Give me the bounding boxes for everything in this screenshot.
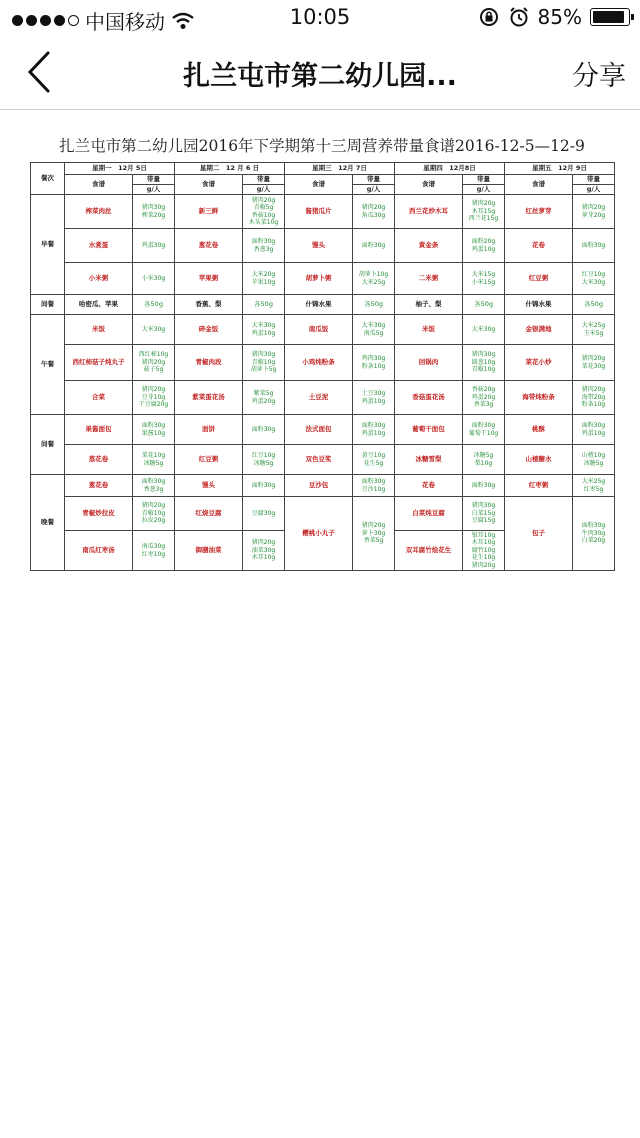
amount-cell: 猪肉20g 青椒10g 拉皮20g bbox=[133, 497, 175, 531]
amount-cell: 面粉30g 果酱10g bbox=[133, 415, 175, 445]
dish-cell: 青椒肉段 bbox=[175, 345, 243, 381]
amount-cell: 鸡肉30g 粉条10g bbox=[353, 345, 395, 381]
dish-cell: 花卷 bbox=[395, 475, 463, 497]
amount-header: 带量 bbox=[573, 175, 615, 185]
dish-cell: 双色豆浆 bbox=[285, 445, 353, 475]
food-header: 食谱 bbox=[285, 175, 353, 195]
amount-cell: 各50g bbox=[133, 295, 175, 315]
dish-cell: 紫菜蛋花汤 bbox=[175, 381, 243, 415]
amount-cell: 猪肉20g 豆芽10g 干豆腐20g bbox=[133, 381, 175, 415]
share-button[interactable]: 分享 bbox=[572, 61, 626, 92]
dish-cell: 二米粥 bbox=[395, 263, 463, 295]
amount-cell: 猪肉20g 青椒5g 香菇10g 木头菜10g bbox=[243, 195, 285, 229]
amount-cell: 鸡蛋30g bbox=[133, 229, 175, 263]
amount-cell: 面粉30g bbox=[353, 229, 395, 263]
day-header: 星期四 12月8日 bbox=[395, 163, 505, 175]
dish-cell: 柚子、梨 bbox=[395, 295, 463, 315]
dish-cell: 面饼 bbox=[175, 415, 243, 445]
amount-cell: 猪肉20g 萝卜30g 香菜5g bbox=[353, 497, 395, 571]
amount-cell: 香菇20g 鸡蛋20g 香菜3g bbox=[463, 381, 505, 415]
day-header: 星期三 12月 7日 bbox=[285, 163, 395, 175]
amount-cell: 山楂10g 冰糖5g bbox=[573, 445, 615, 475]
dish-cell: 西红柿菇子炖丸子 bbox=[65, 345, 133, 381]
dish-cell: 樱桃小丸子 bbox=[285, 497, 353, 571]
meal-label: 早餐 bbox=[31, 195, 65, 295]
dish-cell: 海带炖粉条 bbox=[505, 381, 573, 415]
dish-cell: 南瓜红枣汤 bbox=[65, 531, 133, 571]
dish-cell: 香菇蛋花汤 bbox=[395, 381, 463, 415]
amount-cell: 豆腐30g bbox=[243, 497, 285, 531]
day-header: 星期二 12 月 6 日 bbox=[175, 163, 285, 175]
dish-cell: 馒头 bbox=[175, 475, 243, 497]
dish-cell: 包子 bbox=[505, 497, 573, 571]
unit-header: g/人 bbox=[573, 185, 615, 195]
food-header: 食谱 bbox=[505, 175, 573, 195]
amount-cell: 猪肉20g 木耳15g 西兰花15g bbox=[463, 195, 505, 229]
dish-cell: 米饭 bbox=[395, 315, 463, 345]
dish-cell: 红豆粥 bbox=[175, 445, 243, 475]
dish-cell: 葡萄干面包 bbox=[395, 415, 463, 445]
amount-cell: 银耳10g 木耳10g 腐竹10g 花生10g 猪肉20g bbox=[463, 531, 505, 571]
unit-header: g/人 bbox=[133, 185, 175, 195]
amount-cell: 大米30g bbox=[133, 315, 175, 345]
dish-cell: 葱花卷 bbox=[65, 475, 133, 497]
amount-cell: 胡萝卜10g 大米25g bbox=[353, 263, 395, 295]
clock: 10:05 bbox=[289, 5, 351, 29]
dish-cell: 碎金饭 bbox=[175, 315, 243, 345]
amount-cell: 猪肉20g 菜花30g bbox=[573, 345, 615, 381]
amount-cell: 猪肉30g 榨菜20g bbox=[133, 195, 175, 229]
amount-cell: 大米15g 小米15g bbox=[463, 263, 505, 295]
amount-cell: 面粉30g 葡萄干10g bbox=[463, 415, 505, 445]
amount-cell: 面粉30g 香葱3g bbox=[133, 475, 175, 497]
food-header: 食谱 bbox=[65, 175, 133, 195]
amount-cell: 西红柿10g 猪肉20g 菇子5g bbox=[133, 345, 175, 381]
amount-cell: 猪肉20g 油菜30g 木耳10g bbox=[243, 531, 285, 571]
dish-cell: 红丝萝芽 bbox=[505, 195, 573, 229]
amount-header: 带量 bbox=[463, 175, 505, 185]
dish-cell: 冰糖雪梨 bbox=[395, 445, 463, 475]
amount-cell: 大米30g 鸡蛋10g bbox=[243, 315, 285, 345]
status-bar bbox=[0, 0, 640, 36]
nav-bar bbox=[0, 36, 640, 110]
amount-cell: 大米30g 南瓜5g bbox=[353, 315, 395, 345]
amount-cell: 菜花10g 冰糖5g bbox=[133, 445, 175, 475]
dish-cell: 酱猪瓜片 bbox=[285, 195, 353, 229]
dish-cell: 金银满地 bbox=[505, 315, 573, 345]
dish-cell: 桃酥 bbox=[505, 415, 573, 445]
amount-cell: 猪肉20g 海带20g 粉条10g bbox=[573, 381, 615, 415]
amount-header: 带量 bbox=[243, 175, 285, 185]
amount-cell: 冰糖5g 梨10g bbox=[463, 445, 505, 475]
dish-cell: 南瓜饭 bbox=[285, 315, 353, 345]
status-right bbox=[478, 5, 630, 29]
amount-cell: 面粉30g bbox=[243, 415, 285, 445]
dish-cell: 苹果粥 bbox=[175, 263, 243, 295]
dish-cell: 菜花小炒 bbox=[505, 345, 573, 381]
dish-cell: 红豆粥 bbox=[505, 263, 573, 295]
amount-header: 带量 bbox=[353, 175, 395, 185]
amount-cell: 黄豆10g 花生5g bbox=[353, 445, 395, 475]
amount-cell: 面粉30g 香葱3g bbox=[243, 229, 285, 263]
dish-cell: 香蕉、梨 bbox=[175, 295, 243, 315]
amount-cell: 面粉30g 牛肉30g 白菜20g bbox=[573, 497, 615, 571]
dish-cell: 花卷 bbox=[505, 229, 573, 263]
amount-cell: 面粉30g 鸡蛋10g bbox=[573, 415, 615, 445]
amount-cell: 土豆30g 鸡蛋10g bbox=[353, 381, 395, 415]
amount-cell: 猪肉30g 青椒10g 胡萝卜5g bbox=[243, 345, 285, 381]
dish-cell: 小鸡炖粉条 bbox=[285, 345, 353, 381]
dish-cell: 合菜 bbox=[65, 381, 133, 415]
amount-cell: 紫菜5g 鸡蛋20g bbox=[243, 381, 285, 415]
page-title: 扎兰屯市第二幼儿园... bbox=[183, 61, 457, 92]
amount-cell: 猪肉20g 萝芽20g bbox=[573, 195, 615, 229]
carrier-label: 中国移动 bbox=[85, 10, 165, 34]
amount-cell: 大米30g bbox=[463, 315, 505, 345]
dish-cell: 胡萝卜粥 bbox=[285, 263, 353, 295]
dish-cell: 葱花卷 bbox=[175, 229, 243, 263]
dish-cell: 法式面包 bbox=[285, 415, 353, 445]
amount-cell: 面粉30g 鸡蛋10g bbox=[353, 415, 395, 445]
dish-cell: 水煮蛋 bbox=[65, 229, 133, 263]
amount-header: 带量 bbox=[133, 175, 175, 185]
dish-cell: 榨菜肉丝 bbox=[65, 195, 133, 229]
menu-title: 扎兰屯市第二幼儿园2016年下学期第十三周营养带量食谱2016-12-5—12-9 bbox=[59, 137, 585, 155]
unit-header: g/人 bbox=[463, 185, 505, 195]
rotation-lock-icon bbox=[478, 6, 500, 28]
dish-cell: 小米粥 bbox=[65, 263, 133, 295]
amount-cell: 红豆10g 冰糖5g bbox=[243, 445, 285, 475]
amount-cell: 大米25g 红枣5g bbox=[573, 475, 615, 497]
amount-cell: 大米25g 玉米5g bbox=[573, 315, 615, 345]
dish-cell: 山楂糖水 bbox=[505, 445, 573, 475]
amount-cell: 南瓜30g 红枣10g bbox=[133, 531, 175, 571]
amount-cell: 猪肉30g 圆葱10g 青椒10g bbox=[463, 345, 505, 381]
amount-cell: 面粉30g bbox=[463, 475, 505, 497]
amount-cell: 面粉30g 豆沙10g bbox=[353, 475, 395, 497]
dish-cell: 什锦水果 bbox=[285, 295, 353, 315]
dish-cell: 双耳腐竹烩花生 bbox=[395, 531, 463, 571]
dish-cell: 土豆泥 bbox=[285, 381, 353, 415]
dish-cell: 什锦水果 bbox=[505, 295, 573, 315]
dish-cell: 米饭 bbox=[65, 315, 133, 345]
dish-cell: 西兰花炒木耳 bbox=[395, 195, 463, 229]
dish-cell: 哈密瓜、苹果 bbox=[65, 295, 133, 315]
day-header: 星期五 12月 9日 bbox=[505, 163, 615, 175]
dish-cell: 黄金条 bbox=[395, 229, 463, 263]
day-header: 星期一 12月 5日 bbox=[65, 163, 175, 175]
meal-label: 间餐 bbox=[31, 295, 65, 315]
dish-cell: 白菜炖豆腐 bbox=[395, 497, 463, 531]
food-header: 食谱 bbox=[395, 175, 463, 195]
amount-cell: 猪肉30g 白菜15g 豆腐15g bbox=[463, 497, 505, 531]
battery-percent: 85% bbox=[537, 5, 582, 29]
amount-cell: 各50g bbox=[573, 295, 615, 315]
meal-label: 晚餐 bbox=[31, 475, 65, 571]
unit-header: g/人 bbox=[353, 185, 395, 195]
dish-cell: 御膳油菜 bbox=[175, 531, 243, 571]
meal-label: 间餐 bbox=[31, 415, 65, 475]
amount-cell: 红豆10g 大米30g bbox=[573, 263, 615, 295]
dish-cell: 回锅肉 bbox=[395, 345, 463, 381]
battery-icon bbox=[590, 8, 630, 26]
amount-cell: 面粉30g bbox=[573, 229, 615, 263]
amount-cell: 各50g bbox=[463, 295, 505, 315]
amount-cell: 猪肉20g 角瓜30g bbox=[353, 195, 395, 229]
dish-cell: 红烧豆腐 bbox=[175, 497, 243, 531]
amount-cell: 面粉20g 鸡蛋10g bbox=[463, 229, 505, 263]
amount-cell: 各50g bbox=[353, 295, 395, 315]
amount-cell: 面粉30g bbox=[243, 475, 285, 497]
dish-cell: 馒头 bbox=[285, 229, 353, 263]
menu-image[interactable] bbox=[30, 130, 614, 576]
amount-cell: 小米30g bbox=[133, 263, 175, 295]
dish-cell: 青椒炒拉皮 bbox=[65, 497, 133, 531]
dish-cell: 红枣粥 bbox=[505, 475, 573, 497]
food-header: 食谱 bbox=[175, 175, 243, 195]
menu-table bbox=[30, 162, 615, 571]
alarm-icon bbox=[508, 6, 530, 28]
back-chevron-icon[interactable] bbox=[22, 50, 56, 94]
meal-label: 午餐 bbox=[31, 315, 65, 415]
meal-column-header: 餐次 bbox=[31, 163, 65, 195]
dish-cell: 果酱面包 bbox=[65, 415, 133, 445]
unit-header: g/人 bbox=[243, 185, 285, 195]
dish-cell: 蒸花卷 bbox=[65, 445, 133, 475]
amount-cell: 各50g bbox=[243, 295, 285, 315]
amount-cell: 大米20g 苹果10g bbox=[243, 263, 285, 295]
dish-cell: 新三鲜 bbox=[175, 195, 243, 229]
dish-cell: 豆沙包 bbox=[285, 475, 353, 497]
